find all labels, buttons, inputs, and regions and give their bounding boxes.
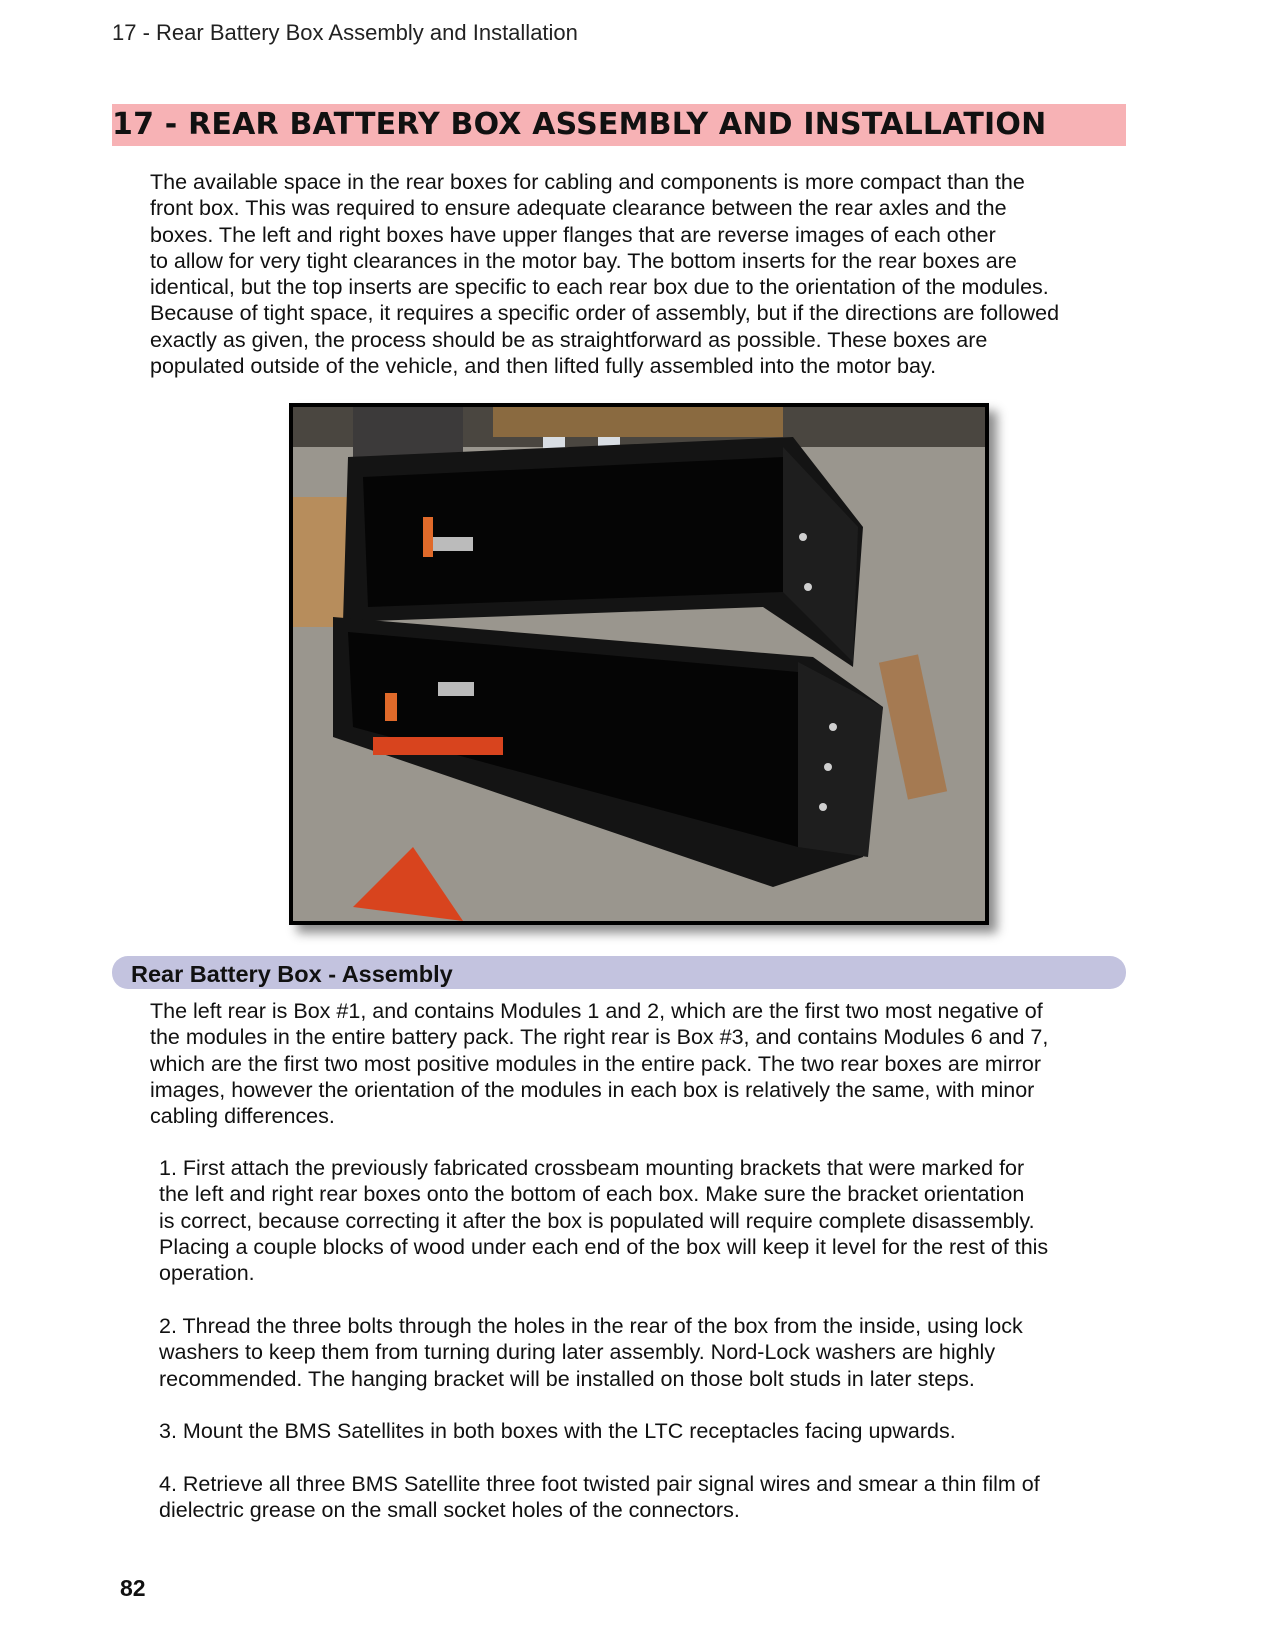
battery-boxes-illustration <box>293 407 985 921</box>
section-title: Rear Battery Box - Assembly <box>131 961 453 987</box>
step-line: dielectric grease on the small socket holes of the connectors. <box>159 1498 740 1523</box>
paragraph-line: The available space in the rear boxes for cabling and components is more compact than the <box>150 170 1025 194</box>
step-line: Placing a couple blocks of wood under each end of the box will keep it level for the rest of this <box>159 1234 1049 1259</box>
step-line: 4. Retrieve all three BMS Satellite three foot twisted pair signal wires and smear a thin film of <box>159 1472 1040 1496</box>
battery-boxes-photo <box>289 403 989 925</box>
paragraph-line: to allow for very tight clearances in the motor bay. The bottom inserts for the rear boxes are <box>150 248 1017 273</box>
step-line: is correct, because correcting it after the box is populated will require complete disassembly. <box>159 1208 1035 1233</box>
paragraph-line: front box. This was required to ensure adequate clearance between the rear axles and the <box>150 196 1007 221</box>
paragraph-line: boxes. The left and right boxes have upper flanges that are reverse images of each other <box>150 222 996 247</box>
step-4 <box>159 1471 1119 1524</box>
step-3 <box>159 1418 1119 1444</box>
page-number: 82 <box>120 1575 146 1601</box>
step-line: the left and right rear boxes onto the bottom of each box. Make sure the bracket orientation <box>159 1182 1025 1207</box>
step-line: 3. Mount the BMS Satellites in both boxes with the LTC receptacles facing upwards. <box>159 1419 956 1443</box>
paragraph-line: populated outside of the vehicle, and then lifted fully assembled into the motor bay. <box>150 354 937 379</box>
step-line: recommended. The hanging bracket will be installed on those bolt studs in later steps. <box>159 1366 975 1391</box>
paragraph-line: The left rear is Box #1, and contains Modules 1 and 2, which are the first two most negative of <box>150 999 1043 1023</box>
intro-paragraph <box>150 169 1130 379</box>
section-paragraph <box>150 998 1130 1129</box>
step-line: 2. Thread the three bolts through the holes in the rear of the box from the inside, using lock <box>159 1314 1023 1338</box>
paragraph-line: cabling differences. <box>150 1104 335 1129</box>
paragraph-line: which are the first two most positive modules in the entire pack. The two rear boxes are mirror <box>150 1051 1042 1076</box>
chapter-title: 17 - REAR BATTERY BOX ASSEMBLY AND INSTALLATION <box>112 104 1126 146</box>
running-header: 17 - Rear Battery Box Assembly and Installation <box>112 20 578 45</box>
step-2 <box>159 1313 1119 1392</box>
paragraph-line: images, however the orientation of the modules in each box is relatively the same, with minor <box>150 1077 1035 1102</box>
paragraph-line: identical, but the top inserts are specific to each rear box due to the orientation of the modules. <box>150 275 1049 300</box>
step-1 <box>159 1155 1119 1286</box>
paragraph-line: exactly as given, the process should be as straightforward as possible. These boxes are <box>150 327 988 352</box>
step-line: washers to keep them from turning during later assembly. Nord-Lock washers are highly <box>159 1340 996 1365</box>
step-line: 1. First attach the previously fabricated crossbeam mounting brackets that were marked for <box>159 1156 1025 1180</box>
paragraph-line: the modules in the entire battery pack. The right rear is Box #3, and contains Modules 6 and 7, <box>150 1025 1049 1050</box>
paragraph-line: Because of tight space, it requires a specific order of assembly, but if the directions are followed <box>150 301 1060 326</box>
step-line: operation. <box>159 1261 255 1286</box>
